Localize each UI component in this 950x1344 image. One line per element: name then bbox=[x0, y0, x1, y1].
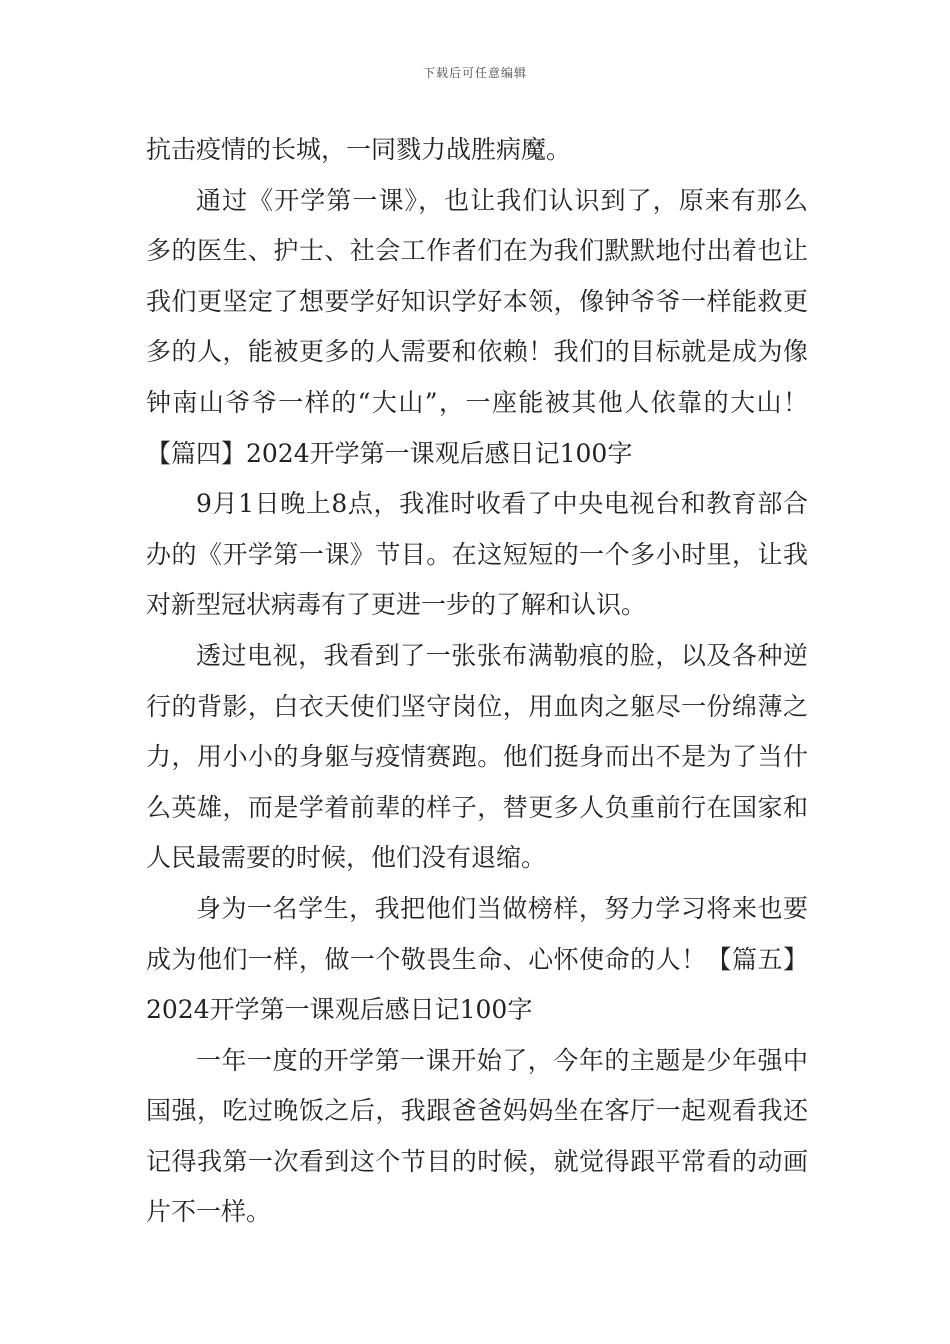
paragraph-3: 9月1日晚上8点，我准时收看了中央电视台和教育部合办的《开学第一课》节目。在这短短的一个多小时里，让我对新型冠状病毒有了更进一步的了解和认识。 bbox=[146, 489, 808, 620]
paragraph-2: 通过《开学第一课》，也让我们认识到了，原来有那么多的医生、护士、社会工作者们在为我们默默地付出着也让我们更坚定了想要学好知识学好本领，像钟爷爷一样能救更多的人，能被更多的人需要和依赖！我们的目标就是成为像钟南山爷爷一样的“大山”，一座能被其他人依靠的大山！【篇四】2024开学第一课观后感日记100字 bbox=[146, 185, 808, 468]
paragraph-6: 一年一度的开学第一课开始了，今年的主题是少年强中国强，吃过晚饭之后，我跟爸爸妈妈坐在客厅一起观看我还记得我第一次看到这个节目的时候，就觉得跟平常看的动画片不一样。 bbox=[146, 1045, 808, 1227]
page-header: 下载后可任意编辑 bbox=[422, 66, 527, 80]
document-body bbox=[146, 125, 808, 1238]
paragraph-1: 抗击疫情的长城，一同戮力战胜病魔。 bbox=[146, 135, 572, 164]
paragraph-4: 透过电视，我看到了一张张布满勒痕的脸，以及各种逆行的背影，白衣天使们坚守岗位，用血肉之躯尽一份绵薄之力，用小小的身躯与疫情赛跑。他们挺身而出不是为了当什么英雄，而是学着前辈的样子，替更多人负重前行在国家和人民最需要的时候，他们没有退缩。 bbox=[146, 640, 808, 873]
paragraph-5: 身为一名学生，我把他们当做榜样，努力学习将来也要成为他们一样，做一个敬畏生命、心怀使命的人！【篇五】2024开学第一课观后感日记100字 bbox=[146, 893, 808, 1025]
